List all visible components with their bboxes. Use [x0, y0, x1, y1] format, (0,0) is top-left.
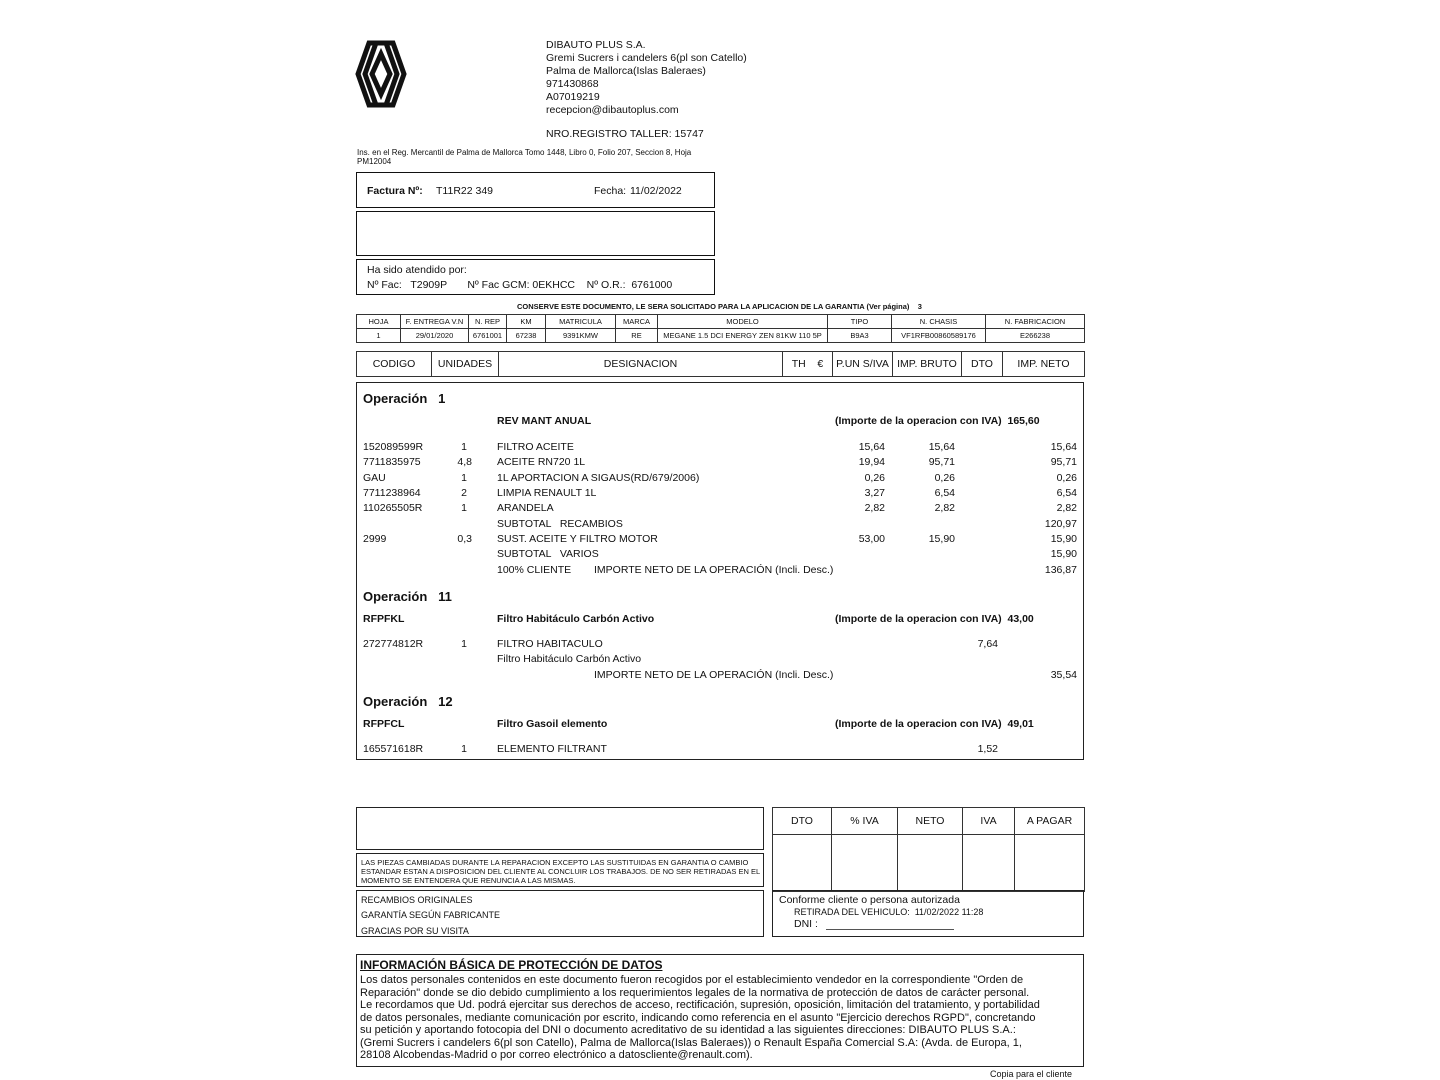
- item-units: 2: [461, 487, 467, 499]
- items-header-table: [356, 351, 1085, 377]
- item-code: 110265505R: [363, 502, 423, 514]
- item-sub-designation: Filtro Habitáculo Carbón Activo: [497, 653, 642, 665]
- vehicle-header: N. REP: [469, 315, 507, 329]
- privacy-line: Le recordamos que Ud. podrá ejercitar sus derechos de acceso, rectificación, supresión, oposición, limitación del tratamiento, y portabilidad: [360, 999, 1040, 1011]
- column-header-neto: IMP. NETO: [1003, 352, 1085, 377]
- vehicle-value: B9A3: [828, 329, 892, 343]
- item-designation: ACEITE RN720 1L: [497, 456, 586, 468]
- item-designation: ARANDELA: [497, 502, 554, 514]
- vehicle-value: E266238: [986, 329, 1085, 343]
- operation-net-label: IMPORTE NETO DE LA OPERACIÓN (Incli. Desc.): [594, 564, 834, 576]
- vehicle-value: MEGANE 1.5 DCI ENERGY ZEN 81KW 110 5P: [658, 329, 828, 343]
- totals-cell: [773, 835, 832, 892]
- item-gross: 2,82: [934, 502, 955, 514]
- totals-cell: [963, 835, 1015, 892]
- item-net: 6,54: [1056, 487, 1077, 499]
- column-header-unidades: UNIDADES: [432, 352, 499, 377]
- vehicle-table: [356, 314, 1085, 343]
- vehicle-header: F. ENTREGA V.N: [401, 315, 469, 329]
- fac-numbers: Nº Fac: T2909P Nº Fac GCM: 0EKHCC Nº O.R.: 6761000: [367, 279, 673, 291]
- item-code: 152089599R: [363, 441, 424, 453]
- privacy-line: de datos personales, mediante comunicación por escrito, indicando como referencia en el asunto "Ejercicio derechos RGPD", concretando: [360, 1011, 1036, 1024]
- item-units: 1: [461, 743, 467, 755]
- operation-title: Operación 11: [363, 589, 452, 604]
- column-header-th: TH €: [783, 352, 833, 377]
- totals-header-neto: NETO: [898, 808, 963, 835]
- item-net: 2,82: [1056, 502, 1077, 514]
- vehicle-value: RE: [616, 329, 658, 343]
- item-designation: FILTRO ACEITE: [497, 441, 574, 453]
- item-units: 1: [461, 472, 467, 484]
- privacy-text: [360, 974, 1040, 1062]
- company-address: Gremi Sucrers i candelers 6(pl son Catello): [546, 52, 747, 64]
- item-unit-price: 19,94: [858, 456, 885, 468]
- registro-taller: NRO.REGISTRO TALLER: 15747: [546, 128, 704, 140]
- item-code: 165571618R: [363, 743, 424, 755]
- item-gross: 0,26: [934, 472, 955, 484]
- item-unit-price: 53,00: [858, 533, 885, 545]
- totals-cell: [1015, 835, 1085, 892]
- totals-header-iva-pct: % IVA: [832, 808, 898, 835]
- vehicle-value: 67238: [507, 329, 546, 343]
- fecha-label: Fecha:: [594, 185, 627, 197]
- item-unit-price: 0,26: [864, 472, 885, 484]
- company-cif: A07019219: [546, 91, 600, 103]
- item-code: GAU: [363, 472, 386, 484]
- vehicle-header: HOJA: [357, 315, 401, 329]
- item-designation: 1L APORTACION A SIGAUS(RD/679/2006): [497, 472, 700, 484]
- totals-header-dto: DTO: [773, 808, 832, 835]
- conforme-label: Conforme cliente o persona autorizada: [779, 894, 960, 906]
- item-net: 95,71: [1050, 456, 1077, 468]
- company-name: DIBAUTO PLUS S.A.: [546, 39, 646, 51]
- company-city: Palma de Mallorca(Islas Baleraes): [546, 65, 706, 77]
- item-code: 272774812R: [363, 638, 424, 650]
- factura-number: T11R22 349: [436, 185, 494, 197]
- item-gross: 15,90: [928, 533, 955, 545]
- item-code: 7711835975: [363, 456, 421, 468]
- vehicle-header: TIPO: [828, 315, 892, 329]
- atendido-label: Ha sido atendido por:: [367, 264, 467, 276]
- totals-header-pagar: A PAGAR: [1015, 808, 1085, 835]
- item-net: 15,64: [1050, 441, 1077, 453]
- gracias-label: GRACIAS POR SU VISITA: [361, 926, 469, 936]
- subtotal-label: SUBTOTAL RECAMBIOS: [497, 518, 623, 530]
- column-header-dto: DTO: [962, 352, 1003, 377]
- item-code: 7711238964: [363, 487, 421, 499]
- item-code: 2999: [363, 533, 387, 545]
- vehicle-header: KM: [507, 315, 546, 329]
- mercantil-info: Ins. en el Reg. Mercantil de Palma de Mallorca Tomo 1448, Libro 0, Folio 207, Seccion 8, Hoja PM12004: [357, 148, 692, 166]
- vehicle-header: N. FABRICACION: [986, 315, 1085, 329]
- item-units: 1: [461, 638, 467, 650]
- vehicle-header: MARCA: [616, 315, 658, 329]
- cliente-percentage: 100% CLIENTE: [497, 564, 572, 576]
- item-discount: 1,52: [977, 743, 998, 755]
- operation-importe: (Importe de la operacion con IVA) 49,01: [835, 718, 1034, 730]
- item-gross: 15,64: [928, 441, 955, 453]
- vehicle-header: MATRICULA: [546, 315, 616, 329]
- company-phone: 971430868: [546, 78, 599, 90]
- item-unit-price: 15,64: [858, 441, 885, 453]
- item-designation: SUST. ACEITE Y FILTRO MOTOR: [497, 533, 658, 545]
- privacy-line: Reparación" donde se dio debido cumplimiento a los requerimientos legales de la normativa de protección de datos de carácter personal.: [360, 986, 1030, 999]
- privacy-line: Los datos personales contenidos en este documento fueron recogidos por el establecimiento vendedor en la correspondiente "Orden de: [360, 974, 1024, 986]
- totals-table: [772, 807, 1085, 892]
- vehicle-value-row: [357, 329, 1085, 343]
- item-gross: 6,54: [934, 487, 955, 499]
- item-unit-price: 3,27: [864, 487, 885, 499]
- factura-label: Factura Nº:: [367, 185, 423, 197]
- item-designation: FILTRO HABITACULO: [497, 638, 603, 650]
- column-header-codigo: CODIGO: [357, 352, 432, 377]
- item-units: 4,8: [457, 456, 472, 468]
- subtotal-label: SUBTOTAL VARIOS: [497, 548, 599, 560]
- conserve-notice: CONSERVE ESTE DOCUMENTO, LE SERA SOLICITADO PARA LA APLICACION DE LA GARANTIA (Ver página) 3: [517, 302, 922, 311]
- totals-header-iva: IVA: [963, 808, 1015, 835]
- privacy-title: INFORMACIÓN BÁSICA DE PROTECCIÓN DE DATOS: [360, 958, 663, 972]
- operation-net-value: 136,87: [1044, 564, 1077, 576]
- recambios-label: RECAMBIOS ORIGINALES: [361, 895, 473, 905]
- item-unit-price: 2,82: [864, 502, 885, 514]
- item-gross: 95,71: [928, 456, 955, 468]
- item-net: 0,26: [1056, 472, 1077, 484]
- piezas-notice: LAS PIEZAS CAMBIADAS DURANTE LA REPARACION EXCEPTO LAS SUSTITUIDAS EN GARANTIA O CAMBIO ESTANDAR ESTAN A DISPOSICION DEL CLIENTE AL CONCLUIR LOS TRABAJOS. DE NO SER RETIRADAS EN EL MOMENTO SE ENTENDERA QUE RENUNCIA A LAS MISMAS.: [361, 858, 760, 885]
- fecha-value: 11/02/2022: [630, 185, 682, 197]
- column-header-pun: P.UN S/IVA: [833, 352, 893, 377]
- client-box: [356, 211, 715, 256]
- item-designation: ELEMENTO FILTRANT: [497, 743, 607, 755]
- retirada-label: RETIRADA DEL VEHICULO: 11/02/2022 11:28: [794, 907, 984, 917]
- operation-name: REV MANT ANUAL: [497, 415, 592, 427]
- item-units: 0,3: [457, 533, 472, 545]
- privacy-line: 28108 Alcobendas-Madrid o por correo electrónico a datoscliente@renault.com).: [360, 1049, 753, 1061]
- dni-signature-line: [826, 929, 954, 930]
- vehicle-value: VF1RFB00860589176: [892, 329, 986, 343]
- totals-cell: [898, 835, 963, 892]
- subtotal-value: 15,90: [1050, 548, 1077, 560]
- vehicle-value: 1: [357, 329, 401, 343]
- item-designation: LIMPIA RENAULT 1L: [497, 487, 597, 499]
- privacy-line: su petición y aportando fotocopia del DNI o documento acreditativo de su identidad a las siguientes direcciones: DIBAUTO PLUS S.A.:: [360, 1024, 1016, 1036]
- operation-net-value: 35,54: [1050, 669, 1077, 681]
- column-header-designacion: DESIGNACION: [499, 352, 783, 377]
- company-block: [546, 39, 747, 117]
- vehicle-header: N. CHASIS: [892, 315, 986, 329]
- vehicle-value: 6761001: [469, 329, 507, 343]
- vehicle-header: MODELO: [658, 315, 828, 329]
- operation-importe: (Importe de la operacion con IVA) 43,00: [835, 613, 1034, 625]
- operation-net-label: IMPORTE NETO DE LA OPERACIÓN (Incli. Desc.): [594, 669, 834, 681]
- dni-label: DNI :: [794, 918, 818, 930]
- vehicle-header-row: [357, 315, 1085, 329]
- item-units: 1: [461, 441, 467, 453]
- item-discount: 7,64: [977, 638, 998, 650]
- renault-logo: [355, 40, 407, 108]
- operation-name: Filtro Gasoil elemento: [497, 718, 608, 730]
- item-net: 15,90: [1050, 533, 1077, 545]
- operation-title: Operación 1: [363, 391, 446, 406]
- privacy-line: (Gremi Sucrers i candelers 6(pl son Catello), Palma de Mallorca(Islas Baleraes)) o Renault España Comercial S.A: (Avda. de Europa, 1,: [360, 1036, 1022, 1049]
- item-units: 1: [461, 502, 467, 514]
- operation-code: RFPFCL: [363, 718, 405, 730]
- company-email: recepcion@dibautoplus.com: [546, 104, 679, 116]
- garantia-label: GARANTÍA SEGÚN FABRICANTE: [361, 910, 501, 920]
- vehicle-value: 29/01/2020: [401, 329, 469, 343]
- totals-cell: [832, 835, 898, 892]
- observations-box: [356, 807, 764, 850]
- operation-code: RFPFKL: [363, 613, 405, 625]
- operation-importe: (Importe de la operacion con IVA) 165,60: [835, 415, 1040, 427]
- column-header-bruto: IMP. BRUTO: [893, 352, 962, 377]
- vehicle-value: 9391KMW: [546, 329, 616, 343]
- copy-label: Copia para el cliente: [990, 1069, 1073, 1079]
- subtotal-value: 120,97: [1044, 518, 1077, 530]
- operation-name: Filtro Habitáculo Carbón Activo: [497, 613, 655, 625]
- operation-title: Operación 12: [363, 694, 453, 709]
